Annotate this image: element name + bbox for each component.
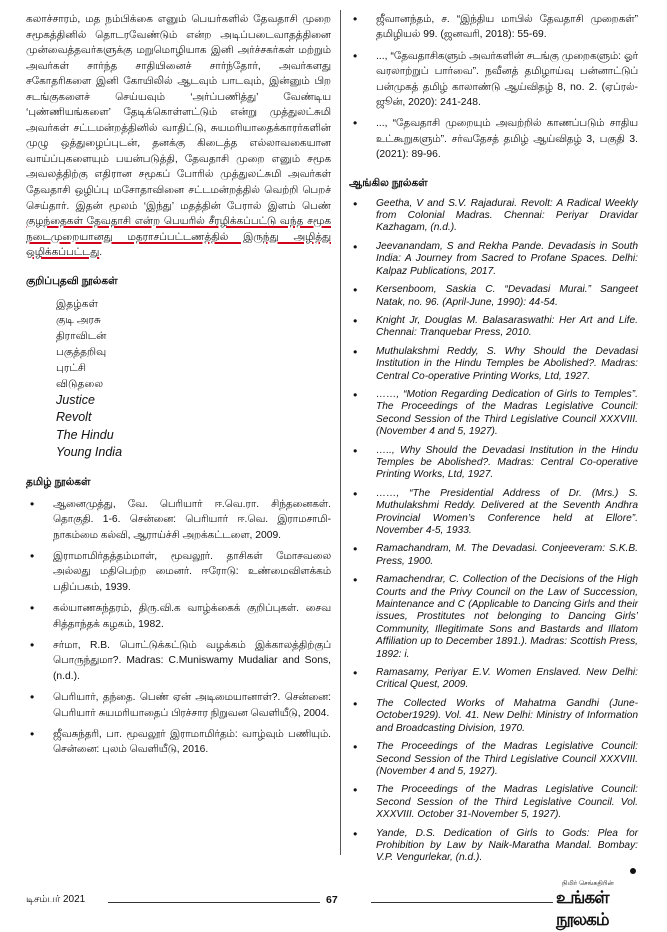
bullet-icon: • [353,666,358,681]
reference-item: • ஆனைமுத்து, வே. பெரியார் ஈ.வெ.ரா. சிந்தனைகள். தொகுதி. 1-6. சென்னை: பெரியார் ஈ.வெ. இராமசாமி- நாகம்மை கல்வி, ஆராய்ச்சி அறக்கட்டளை, 2009. [30,496,331,541]
reference-item: • Knight Jr, Douglas M. Balasaraswathi: Her Art and Life. Chennai: Tranquebar Press, 2010. [353,313,638,339]
footer-rule-right [371,902,553,903]
references-heading: குறிப்புதவி நூல்கள் [26,274,118,287]
periodicals-list [26,296,331,462]
reference-item: • Ramachendrar, C. Collection of the Decisions of the High Courts and the Privy Council on the Law of Succession, Maintenance and C (Applicable to Dancing Girls and their issues, Prostitutes not belonging to Dancing Girls’ Community, Illegitimate Sons and Bastards and Illatom Affiliation up to December 1891.). Madras: Scottish Press, 1892: i. [353,573,638,660]
tamil-books-heading: தமிழ் நூல்கள் [26,475,91,488]
magazine-logo [556,880,646,930]
bullet-icon: • [353,116,358,131]
bullet-icon: • [30,548,35,563]
periodical-item: குடி அரசு [56,313,101,326]
end-mark-icon [630,868,636,874]
intro-end: . [99,247,103,259]
left-column [26,12,331,764]
bullet-icon: • [353,313,358,328]
logo-wordmark: உங்கள் நூலகம் [556,888,609,930]
reference-item: • The Collected Works of Mahatma Gandhi (June-October1929). Vol. 41. New Delhi: Ministry of Information and Broadcasting Division, 1970. [353,696,638,734]
reference-item: • Geetha, V and S.V. Rajadurai. Revolt: A Radical Weekly from Colonial Madras. Chennai: Periyar Dravidar Kazhagam, (n.d.). [353,196,638,234]
bullet-icon: • [353,48,358,63]
reference-item: • ஜீவசுந்தரி, பா. மூவலூர் இராமாமிர்தம்: வாழ்வும் பணியும். சென்னை: புலம் வெளியீடு, 2016. [30,727,331,756]
bullet-icon: • [353,344,358,359]
reference-item: • Muthulakshmi Reddy, S. Why Should the Devadasi Institution in the Hindu Temples be Abolished?. Madras: Central Co-operative Printing Works, Ltd, 1927. [353,344,638,382]
bullet-icon: • [353,12,358,26]
footer-rule-left [108,902,320,903]
reference-item: • கல்யாணசுந்தரம், திரு.வி.க வாழ்க்கைக் குறிப்புகள். சைவ சித்தாந்தக் கழகம், 1982. [30,601,331,630]
bullet-icon: • [30,496,35,511]
bullet-icon: • [353,443,358,458]
bullet-icon: • [353,696,358,711]
bullet-icon: • [30,727,35,742]
underlined-conclusion: குழந்தைகள் தேவதாசி என்ற பெயரில் சீரழிக்கப்பட்டு வந்த சமூக நடைமுறையானது மதராசப்பட்டணத்தில் இருந்து அழித்து ஒழிக்கப்பட்டது [26,216,331,259]
reference-item: • Kersenboom, Saskia C. “Devadasi Murai.” Sangeet Natak, no. 96. (April-June, 1990): 44-54. [353,283,638,308]
reference-item: • Yande, D.S. Dedication of Girls to Gods: Plea for Prohibition by Law by Naik-Maratha Mandal. Bombay: V.P. Vengurlekar, (n.d.). [353,826,638,864]
tamil-articles-list [349,12,638,163]
right-column [349,12,638,871]
reference-item: • ……, “Motion Regarding Dedication of Girls to Temples”. The Proceedings of the Madras Legislative Council: Second Session of the Third Legislative Council XXXVIII. (November 4 and 5, 1927). [353,387,638,438]
reference-item: • The Proceedings of the Madras Legislative Council: Second Session of the Third Legislative Council XXXVIII. (November 4 and 5, 1927). [353,740,638,777]
periodical-item: புரட்சி [56,361,87,374]
bullet-icon: • [353,783,358,798]
reference-item: • Ramasamy, Periyar E.V. Women Enslaved. New Delhi: Critical Quest, 2009. [353,666,638,691]
reference-item: • ..., “தேவதாசிகளும் அவர்களின் சடங்கு முறைகளும்: ஓர் வரலாற்றுப் பார்வை”. நவீனத் தமிழாய்வு பன்னாட்டுப் பன்முகத் தமிழ் காலாண்டு ஆய்விதழ் 8, no. 2. (ஏப்ரல்-ஜூன், 2020): 241-248. [353,48,638,109]
reference-item: • ….., Why Should the Devadasi Institution in the Hindu Temples be Abolished?. Madras: Central Co-operative Printing Works, Ltd, 1927. [353,443,638,481]
reference-item: • இராமாமிர்தத்தம்மாள், மூவலூர். தாசிகள் மோசவலை அல்லது மதிபெற்ற மைனர். ஈரோடு: உண்மைவிளக்கம் பதிப்பகம், 1939. [30,548,331,593]
reference-item: • பெரியார், தந்தை. பெண் ஏன் அடிமையானாள்?. சென்னை: பெரியார் சுயமரியாதைப் பிரச்சார நிறுவன வெளியீடு, 2004. [30,690,331,719]
intro-text: கலாச்சாரம், மத நம்பிக்கை எனும் பெயர்களில் தேவதாசி முறை சமூகத்தினில் தொடரவேண்டும் என்ற அடிப்படைவாதத்தினை முன்வைத்தவர்களுக்கு மறுமொழியாக இனி அர்ச்சகர்கள் மற்றும் அவர்கள் சார்ந்த சாதியினைச் சார்ந்தோர், அவர்களது சகோதரிகளை இனி கோயிலில் ஆடவும் பாடவும், இன்னும் பிற சடங்குகளைச் செய்யவும் ‘அர்ப்பணித்து’ வேண்டிய ‘புண்ணியங்களை’ தேடிக்கொள்ளட்டும் என்று முத்துலட்சுமி அவர்கள் சட்டமன்றத்தினில் வாதிட்டு, சுயமரியாதைக்காரர்களின் முழு ஒத்துழைப்புடன், தனக்கு கிடைத்த எல்லாவகையான வாய்ப்புகளையும் பயன்படுத்தி, தேவதாசி முறை எனும் சமூக அவலத்திற்கு எதிரான சமூகப் போரில் முத்துலட்சுமி அவர்கள் தேவதாசி ஒழிப்பு மசோதாவினை சட்டமன்றத்தில் வெற்றி பெறச் செய்தார். இதன் மூலம் ‘இந்து’ மதத்தின் பேரால் இளம் பெண் [26,14,331,212]
bullet-icon: • [353,239,358,254]
bullet-icon: • [30,601,35,616]
bullet-icon: • [353,573,358,588]
bullet-icon: • [353,542,358,557]
issue-date: டிசம்பர் 2021 [26,894,86,905]
bullet-icon: • [353,486,358,501]
periodical-item: திராவிடன் [56,329,107,342]
english-books-list [349,198,638,865]
reference-item: • ..., “தேவதாசி முறையும் அவற்றில் காணப்படும் சாதிய உட்கூறுகளும்”. சர்வதேசத் தமிழ் ஆய்விதழ் 3, பகுதி 3. (2021): 89-96. [353,116,638,161]
reference-item: • ஜீவானந்தம், ச. “இந்திய மாபில் தேவதாசி முறைகள்” தமிழியல் 99. (ஜனவரி, 2018): 55-69. [353,12,638,41]
bullet-icon: • [30,690,35,705]
periodical-item: The Hindu [56,427,114,442]
bullet-icon: • [353,740,358,755]
periodical-item: விடுதலை [56,377,104,390]
periodical-item: Justice [56,392,95,407]
periodical-item: பகுத்தறிவு [56,345,107,358]
reference-item: • சர்மா, R.B. பொட்டுக்கட்டும் வழக்கம் இக்காலத்திற்குப் பொருந்துமா?. Madras: C.Muniswamy Mudaliar and Sons, (n.d.). [30,638,331,682]
reference-item: • The Proceedings of the Madras Legislative Council: Second Session of the Third Legislative Council. Vol. XXXVIII. October 31-November 5, 1927). [353,783,638,821]
bullet-icon: • [353,283,358,298]
periodical-item: இதழ்கள் [56,297,99,310]
periodical-item: Revolt [56,410,92,425]
periodical-item: Young India [56,445,123,460]
intro-paragraph [26,12,331,261]
bullet-icon: • [353,826,358,841]
reference-item: • Jeevanandam, S and Rekha Pande. Devadasis in South India: A Journey from Sacred to Profane Spaces. Delhi: Kalpaz Publications, 2017. [353,239,638,277]
bullet-icon: • [30,638,35,652]
english-books-heading: ஆங்கில நூல்கள் [349,176,428,189]
bullet-icon: • [353,196,358,211]
bullet-icon: • [353,387,358,402]
page-footer [26,876,641,930]
column-divider [340,10,341,855]
logo-tagline: நிமிர் செங்கதிரின் [562,880,614,887]
reference-item: • ……, “The Presidential Address of Dr. (Mrs.) S. Muthulakshmi Reddy. Delivered at the Seventh Andhra Provincial Women’s Conference held at Ellore”. November 4-5, 1933. [353,486,638,536]
reference-item: • Ramachandram, M. The Devadasi. Conjeeveram: S.K.B. Press, 1900. [353,542,638,567]
page-number: 67 [326,894,338,906]
tamil-books-list [26,497,331,758]
